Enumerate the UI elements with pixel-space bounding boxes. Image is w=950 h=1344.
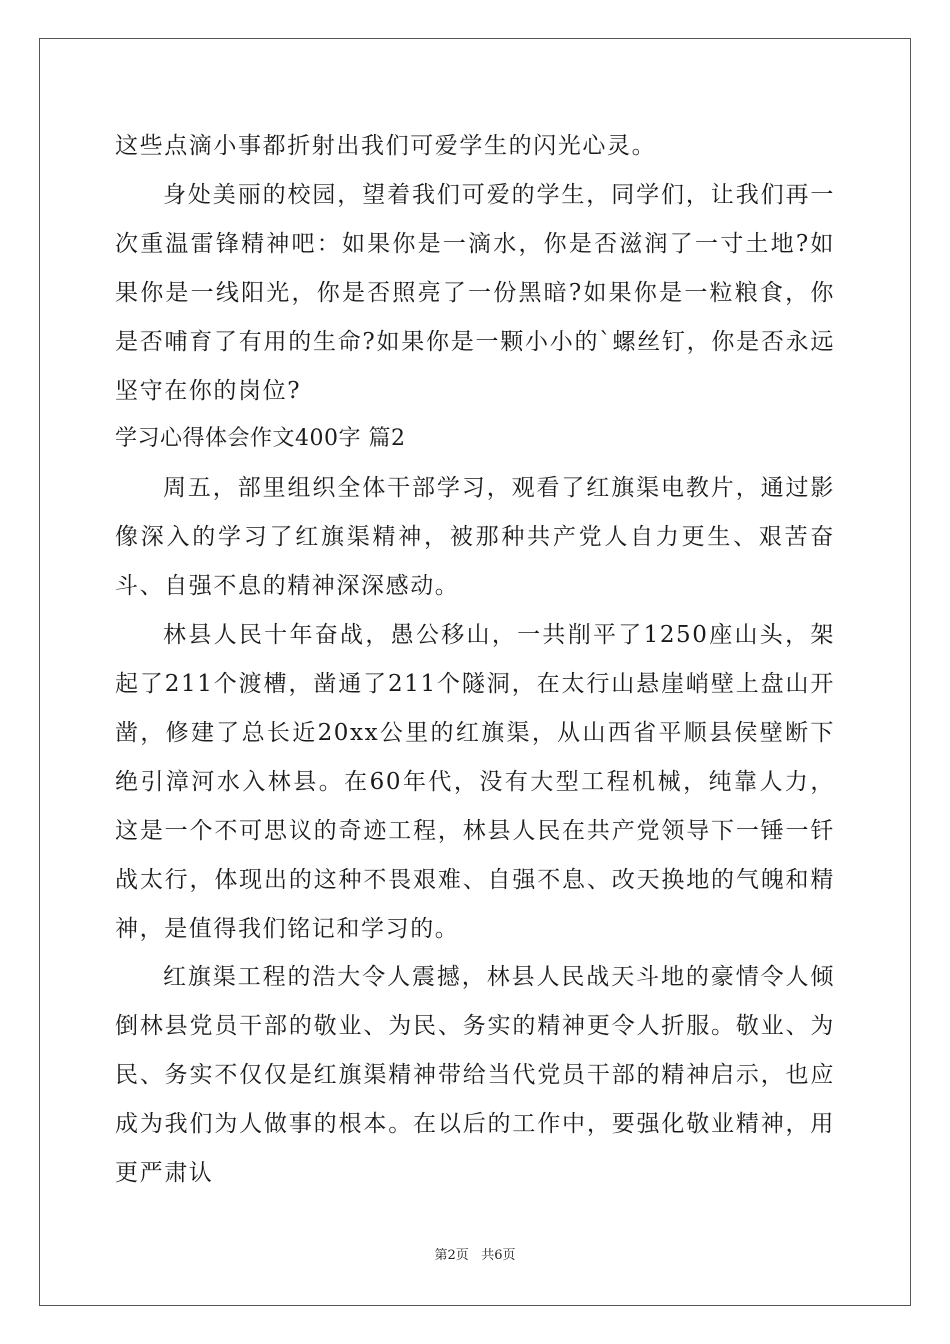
paragraph-1: 这些点滴小事都折射出我们可爱学生的闪光心灵。	[115, 133, 657, 159]
paragraph-5: 红旗渠工程的浩大令人震撼，林县人民战天斗地的豪情令人倾倒林县党员干部的敬业、为民、务实的精神更令人折服。敬业、为民、务实不仅仅是红旗渠精神带给当代党员干部的精神启示，也应成为我们为人做事的根本。在以后的工作中，要强化敬业精神，用更严肃认	[115, 964, 835, 1187]
page-footer	[0, 1244, 950, 1263]
document-body	[115, 122, 835, 1198]
page-number: 第2页	[434, 1248, 469, 1263]
page-total: 共6页	[481, 1248, 516, 1263]
section-heading: 学习心得体会作文400字 篇2	[115, 426, 406, 452]
paragraph-3: 周五，部里组织全体干部学习，观看了红旗渠电教片，通过影像深入的学习了红旗渠精神，被那种共产党人自力更生、艰苦奋斗、自强不息的精神深深感动。	[115, 475, 835, 600]
paragraph-4: 林县人民十年奋战，愚公移山，一共削平了1250座山头，架起了211个渡槽，凿通了211个隧洞，在太行山悬崖峭壁上盘山开凿，修建了总长近20xx公里的红旗渠，从山西省平顺县侯壁断下绝引漳河水入林县。在60年代，没有大型工程机械，纯靠人力，这是一个不可思议的奇迹工程，林县人民在共产党领导下一锤一钎战太行，体现出的这种不畏艰难、自强不息、改天换地的气魄和精神，是值得我们铭记和学习的。	[115, 622, 835, 942]
paragraph-2: 身处美丽的校园，望着我们可爱的学生，同学们，让我们再一次重温雷锋精神吧：如果你是一滴水，你是否滋润了一寸土地?如果你是一线阳光，你是否照亮了一份黑暗?如果你是一粒粮食，你是否哺育了有用的生命?如果你是一颗小小的`螺丝钉，你是否永远坚守在你的岗位?	[115, 181, 835, 404]
